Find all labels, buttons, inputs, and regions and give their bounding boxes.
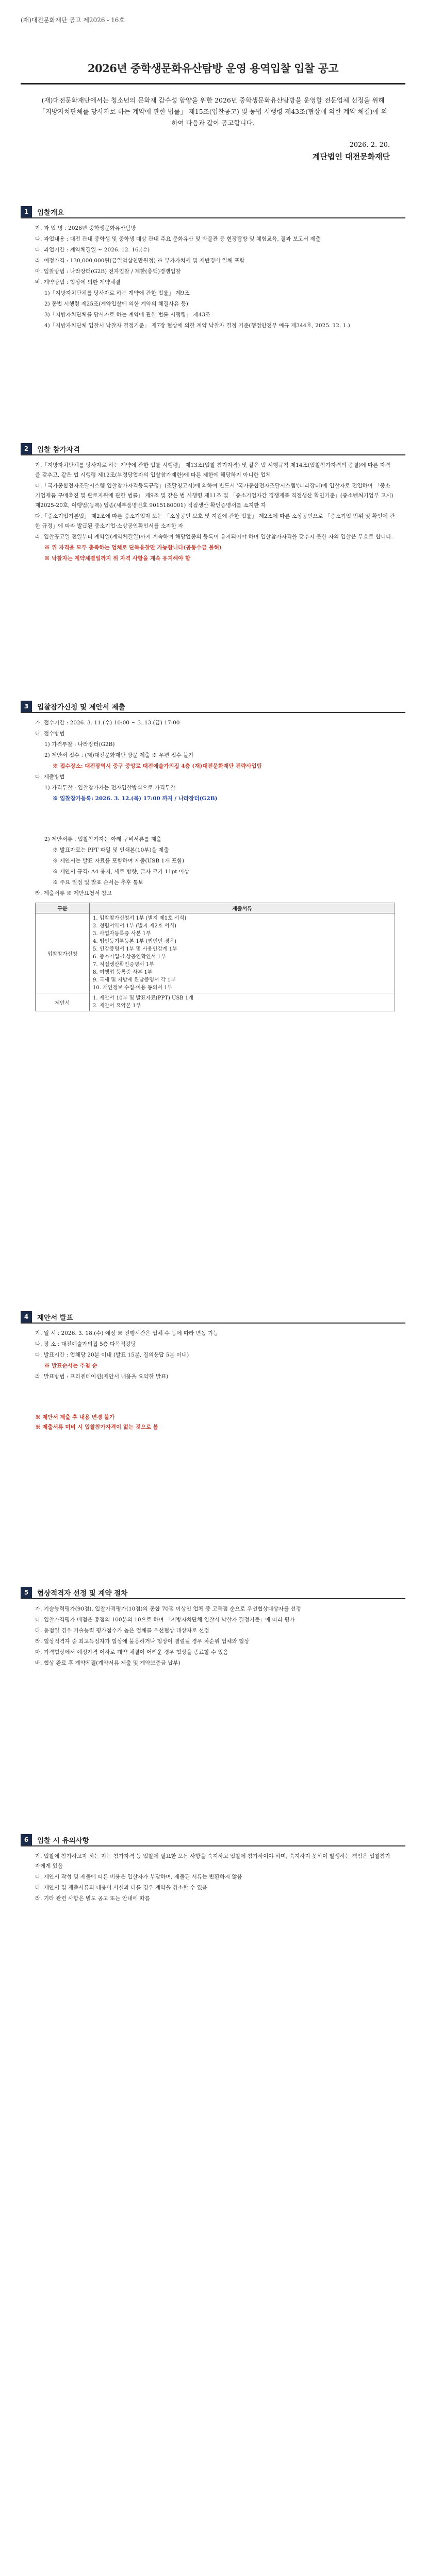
presentation-line: 가. 일 시 : 2026. 3. 18.(수) 예정 ※ 진행시간은 업체 수 등에 따라 변동 가능 [35, 1330, 219, 1336]
document-item: 8. 여행업 등록증 사본 1부 [93, 970, 153, 975]
eligibility-line: 다.「중소기업기본법」 제2조에 따른 중소기업자 또는 「소상공인 보호 및 지원에 관한 법률」 제2조에 따른 소상공인으로 「중소기업 범위 및 확인에 관한 규정」에 따라 발급된 중소기업·소상공인확인서를 소지한 자 [35, 513, 395, 529]
documents-table [35, 903, 395, 1011]
notice-date: 2026. 2. 20. [349, 141, 390, 149]
section-negotiation [21, 1587, 405, 1669]
eligibility-warning: ※ 위 자격을 모두 충족하는 업체로 단독응찰만 가능합니다(공동수급 불허) [44, 545, 222, 551]
submission-note: ※ 제안서는 발표 자료를 포함하여 제출(USB 1개 포함) [53, 858, 185, 864]
overview-subline: 1)「지방자치단체를 당사자로 하는 계약에 관한 법률」 제9조 [44, 290, 190, 296]
section-number: 6 [21, 1834, 32, 1845]
negotiation-line: 라. 협상적격자 중 최고득점자가 협상에 불응하거나 협상이 결렬될 경우 차순위 업체와 협상 [35, 1638, 250, 1645]
eligibility-line: 라. 입찰공고일 전일부터 계약일(계약체결일)까지 계속하여 해당업종의 등록이 유지되어야 하며 입찰참가자격을 갖추지 못한 자의 입찰은 무효로 합니다. [35, 534, 393, 540]
submission-subline: 1) 가격투찰 : 입찰참가자는 전자입찰방식으로 가격투찰 [44, 785, 176, 791]
submission-subline: 2) 제안서류 : 입찰참가자는 아래 구비서류를 제출 [44, 836, 162, 842]
section-heading [21, 701, 405, 713]
caution-line: 나. 제안서 작성 및 제출에 따른 비용은 입찰자가 부담하며, 제출된 서류는 반환하지 않음 [35, 1874, 242, 1880]
submission-note: ※ 제안서 규격: A4 용지, 세로 방향, 글자 크기 11pt 이상 [53, 869, 190, 875]
submission-subline: 1) 가격투찰 : 나라장터(G2B) [44, 741, 115, 748]
table-cell-category: 제안서 [36, 993, 90, 1011]
section-eligibility [21, 443, 405, 565]
section-heading [21, 206, 405, 218]
negotiation-line: 바. 협상 완료 후 계약체결(계약서류 제출 및 계약보증금 납부) [35, 1660, 181, 1666]
submission-line: 라. 제출서류 ※ 제안요청서 참고 [35, 890, 112, 896]
intro-paragraph: (재)대전문화재단에서는 청소년의 문화재 감수성 함양을 위한 2026년 중학생문화유산탐방을 운영할 전문업체 선정을 위해 「지방자치단체를 당사자로 하는 계약에 관한 법률」 제15조(입찰공고) 및 동법 시행령 제43조(협상에 의한 계약 체결)에 의하여 다음과 같이 공고합니다. [39, 96, 387, 127]
overview-line: 나. 과업내용 : 대전 관내 중학생 및 중학생 대상 관내 주요 문화유산 및 박물관 등 현장탐방 및 체험교육, 결과 보고서 제출 [35, 236, 321, 242]
section-title: 제안서 발표 [37, 1314, 73, 1322]
document-item: 1. 제안서 10부 및 발표자료(PPT) USB 1개 [93, 995, 193, 1001]
document-item: 4. 법인등기부등본 1부 (법인인 경우) [93, 939, 177, 944]
section-heading [21, 1834, 405, 1846]
submission-note: ※ 입찰참가등록: 2026. 3. 12.(목) 17:00 까지 / 나라장터(G2B) [53, 795, 218, 802]
table-cell-items [90, 993, 395, 1011]
section-heading [21, 443, 405, 455]
overview-subline: 2) 동법 시행령 제25조(계약입찰에 의한 계약의 체결사유 등) [44, 301, 188, 307]
overview-line: 바. 계약방법 : 협상에 의한 계약체결 [35, 279, 121, 285]
eligibility-warning: ※ 낙찰자는 계약체결일까지 위 자격 사항을 계속 유지해야 함 [44, 555, 191, 562]
submission-note: ※ 발표자료는 PPT 파일 및 인쇄본(10부)을 제출 [53, 847, 169, 853]
eligibility-line: 가.「지방자치단체를 당사자로 하는 계약에 관한 법률 시행령」 제13조(입찰 참가자격) 및 같은 법 시행규칙 제14조(입찰참가자격의 종결)에 따른 자격을 갖추고, 같은 법 시행령 제12조(부정당업자의 입찰참가제한)에 따른 제한에 해당하지 아니한 업체 [35, 462, 390, 478]
overview-subline: 3)「지방자치단체를 당사자로 하는 계약에 관한 법률 시행령」 제43조 [44, 312, 211, 318]
submission-subline: 2) 제안서 접수 : (재)대전문화재단 방문 제출 ※ 우편 접수 불가 [44, 752, 194, 758]
section-number: 4 [21, 1311, 32, 1323]
section-heading [21, 1587, 405, 1599]
section-title: 협상적격자 선정 및 계약 절차 [37, 1589, 128, 1598]
table-header-row [36, 903, 395, 913]
section-presentation [21, 1311, 405, 1432]
overview-line: 라. 예정가격 : 130,000,000원(금일억삼천만원정) ※ 부가가치세 및 제반경비 일체 포함 [35, 258, 245, 264]
document-header [21, 15, 405, 162]
submission-note: ※ 접수장소: 대전광역시 중구 중앙로 대전예술가의집 4층 (재)대전문화재단 전략사업팀 [53, 763, 262, 769]
document-item: 10. 개인정보 수집·이용 동의서 1부 [93, 985, 173, 991]
section-overview [21, 206, 405, 332]
presentation-note: ※ 발표순서는 추첨 순 [44, 1363, 97, 1369]
negotiation-line: 마. 가격협상에서 예정가격 이하로 계약 체결이 어려운 경우 협상을 종료할 수 있음 [35, 1649, 228, 1655]
title-divider [21, 83, 405, 84]
negotiation-line: 가. 기술능력평가(90점), 입찰가격평가(10점)의 종합 70점 이상인 업체 중 고득점 순으로 우선협상대상자를 선정 [35, 1606, 301, 1612]
overview-line: 다. 과업기간 : 계약체결일 ~ 2026. 12. 16.(수) [35, 247, 150, 253]
section-title: 입찰 참가자격 [37, 446, 80, 454]
document-item: 9. 국세 및 지방세 완납증명서 각 1부 [93, 977, 176, 983]
section-title: 입찰개요 [37, 209, 64, 217]
section-cautions [21, 1834, 405, 1905]
section-title: 입찰 시 유의사항 [37, 1837, 89, 1845]
caution-line: 가. 입찰에 참가하고자 하는 자는 참가자격 등 입찰에 필요한 모든 사항을 숙지하고 입찰에 참가하여야 하며, 숙지하지 못하여 발생하는 책임은 입찰참가자에게 있음 [35, 1853, 390, 1869]
overview-line: 마. 입찰방법 : 나라장터(G2B) 전자입찰 / 제한(총액)경쟁입찰 [35, 268, 181, 275]
eligibility-line: 나.「국가종합전자조달시스템 입찰참가자격등록규정」(조달청고시)에 의하여 반드시 '국가종합전자조달시스템'(나라장터)에 입찰자로 전입하여 「중소기업제품 구매촉진 및 판로지원에 관한 법률」 제9조 및 같은 법 시행령 제11조 및 「중소기업자간 경쟁제품 직접생산 확인기준」(중소벤처기업부 고시) 제2025-20호, 여행업(등록) 업종(세부품명번호 9015180001) 직접생산 확인증명서를 소지한 자 [35, 483, 394, 509]
table-note: ※ 제안서 제출 후 내용 변경 불가 [35, 1414, 115, 1420]
table-cell-category: 입찰참가신청 [36, 913, 90, 993]
caution-line: 다. 제안서 및 제출서류의 내용이 사실과 다를 경우 계약을 취소할 수 있음 [35, 1885, 208, 1891]
section-title: 입찰참가신청 및 제안서 제출 [37, 703, 125, 711]
table-row [36, 993, 395, 1011]
document-item: 7. 직접생산확인증명서 1부 [93, 962, 154, 968]
table-note: ※ 제출서류 미비 시 입찰참가자격이 없는 것으로 봄 [35, 1424, 158, 1430]
overview-line: 가. 과 업 명 : 2026년 중학생문화유산탐방 [35, 225, 136, 231]
presentation-line: 나. 장 소 : 대전예술가의집 5층 다목적강당 [35, 1341, 136, 1347]
table-header-documents: 제출서류 [90, 903, 395, 913]
negotiation-line: 다. 동점일 경우 기술능력 평가점수가 높은 업체를 우선협상 대상자로 선정 [35, 1628, 209, 1634]
section-number: 1 [21, 206, 32, 217]
document-item: 5. 인감증명서 1부 및 사용인감계 1부 [93, 946, 177, 952]
section-number: 2 [21, 443, 32, 454]
document-item: 6. 중소기업·소상공인확인서 1부 [93, 954, 166, 960]
table-row [36, 913, 395, 993]
issuer-name: 계단법인 대전문화재단 [312, 152, 390, 161]
submission-note: ※ 주요 일정 및 발표 순서는 추후 통보 [53, 879, 143, 886]
section-submission [21, 701, 405, 1011]
submission-line: 다. 제출방법 [35, 774, 65, 780]
document-item: 2. 제안서 요약본 1부 [93, 1003, 141, 1009]
presentation-line: 라. 발표방법 : 프리젠테이션(제안서 내용을 요약한 발표) [35, 1374, 169, 1380]
table-cell-items [90, 913, 395, 993]
table-header-category: 구분 [36, 903, 90, 913]
section-number: 3 [21, 701, 32, 712]
section-heading [21, 1311, 405, 1324]
presentation-line: 다. 발표시간 : 업체당 20분 이내 (발표 15분, 질의응답 5분 이내) [35, 1352, 189, 1358]
document-item: 3. 사업자등록증 사본 1부 [93, 931, 151, 937]
overview-subline: 4)「지방자치단체 입찰시 낙찰자 결정기준」 제7장 협상에 의한 계약 낙찰자 결정 기준(행정안전부 예규 제344호, 2025. 12. 1.) [44, 323, 350, 329]
notice-number: (재)대전문화재단 공고 제2026 - 16호 [21, 16, 125, 24]
caution-line: 라. 기타 관련 사항은 별도 공고 또는 안내에 따름 [35, 1895, 150, 1902]
section-number: 5 [21, 1587, 32, 1598]
page-title: 2026년 중학생문화유산탐방 운영 용역입찰 입찰 공고 [87, 62, 339, 75]
submission-line: 가. 접수기간 : 2026. 3. 11.(수) 10:00 ~ 3. 13.(금) 17:00 [35, 720, 180, 726]
document-item: 1. 입찰참가신청서 1부 (별지 제1호 서식) [93, 916, 187, 921]
submission-line: 나. 접수방법 [35, 731, 65, 737]
document-item: 2. 청렴서약서 1부 (별지 제2호 서식) [93, 923, 176, 929]
negotiation-line: 나. 입찰가격평가 배점은 총점의 100분의 10으로 하며 「지방자치단체 입찰시 낙찰자 결정기준」에 따라 평가 [35, 1617, 295, 1623]
